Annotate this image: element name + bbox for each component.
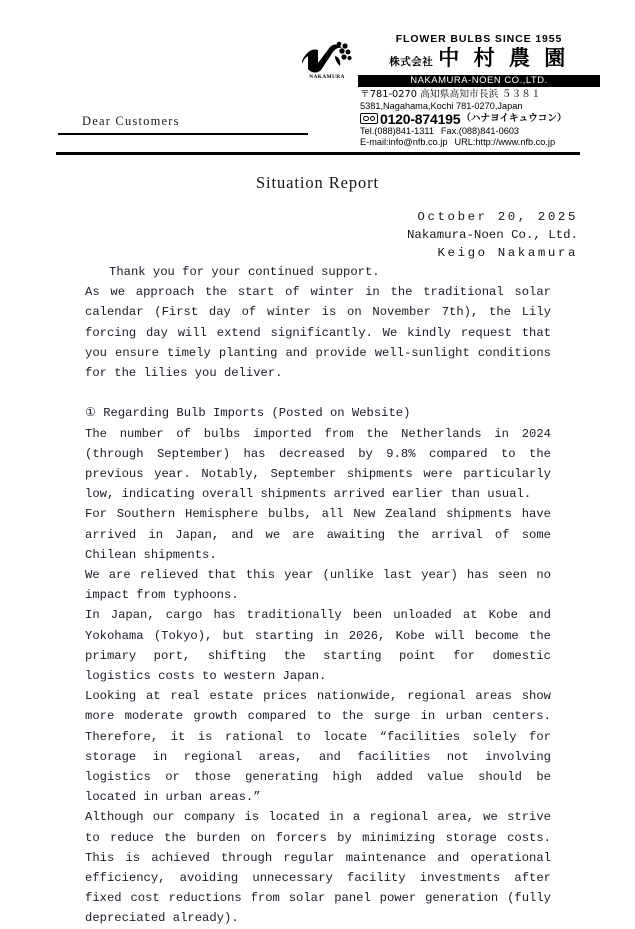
signature-block <box>407 208 578 262</box>
nakamura-leaf-logo-icon <box>299 39 355 73</box>
company-logo <box>296 33 358 80</box>
body-greeting: Thank you for your continued support. <box>109 265 380 279</box>
logo-wordmark: NAKAMURA <box>309 74 345 80</box>
signature-company: Nakamura-Noen Co., Ltd. <box>406 228 578 242</box>
document-body <box>85 262 559 929</box>
signature-person: Keigo Nakamura <box>437 246 578 260</box>
salutation-underline <box>58 133 308 135</box>
section-1-heading: ① Regarding Bulb Imports (Posted on Website) <box>85 406 411 421</box>
freedial-number: 0120-874195 <box>380 110 461 127</box>
telephone-fax-line <box>360 126 600 137</box>
body-paragraph-4: We are relieved that this year (unlike last year) has seen no impact from typhoons. <box>85 568 559 603</box>
body-paragraph-7: Although our company is located in a regional area, we strive to reduce the burden on forcers by minimizing storage costs. This is achieved through regular maintenance and operational efficiency, avoiding unnecessary facility investments after fixed cost reductions from solar panel power generation (fully depreciated already). <box>85 810 559 926</box>
company-name-jp: 中 村 農 園 <box>438 46 569 70</box>
address-japanese: 〒781-0270 高知県高知市長浜 ５３８１ <box>360 89 541 100</box>
salutation-label: Dear Customers <box>82 114 180 128</box>
address-english: 5381,Nagahama,Kochi 781-0270,Japan <box>360 100 523 111</box>
letterhead-text-column <box>358 33 600 148</box>
salutation-block <box>58 114 308 135</box>
freedial-mnemonic: （ハナヨイキュウコン） <box>461 112 567 124</box>
body-paragraph-6: Looking at real estate prices nationwide, regional areas show more moderate growth compared to the surge in urban centers. Therefore, it is rational to locate “facilities solely for storage in regional areas, and facilities not involving logistics or those generating high added value should be located in urban areas.” <box>85 689 559 805</box>
body-paragraph-3: For Southern Hemisphere bulbs, all New Zealand shipments have arrived in Japan, and we are awaiting the arrival of some Chilean shipments. <box>85 507 559 562</box>
contact-details <box>358 89 600 148</box>
header-divider-rule <box>56 152 580 155</box>
document-date: October 20, 2025 <box>417 210 578 224</box>
company-legal-form-jp: 株式会社 <box>389 56 434 68</box>
telephone-number: Tel.(088)841-1311 <box>360 125 434 136</box>
body-paragraph-1: As we approach the start of winter in the traditional solar calendar (First day of winter is on November 7th), the Lily forcing day will extend significantly. We kindly request that you ensure timely planting and provide well-sunlight conditions for the lilies you deliver. <box>85 285 559 381</box>
body-paragraph-2: The number of bulbs imported from the Netherlands in 2024 (through September) has decreased by 9.8% compared to the previous year. Notably, September shipments were particularly low, indicating overall shipments arrived earlier than usual. <box>85 426 559 502</box>
email-address: E-mail:info@nfb.co.jp <box>360 136 448 147</box>
website-url: URL:http://www.nfb.co.jp <box>454 136 556 147</box>
body-paragraph-5: In Japan, cargo has traditionally been unloaded at Kobe and Yokohama (Tokyo), but starting in 2026, Kobe will become the primary port, shifting the starting point for domestic logistics costs to western Japan. <box>85 608 559 684</box>
freedial-icon <box>360 113 378 124</box>
company-tagline: FLOWER BULBS SINCE 1955 <box>395 33 563 45</box>
letterhead-top-row <box>296 33 600 148</box>
page-title: Situation Report <box>255 173 380 192</box>
fax-number: Fax.(088)841-0603 <box>440 125 520 136</box>
letterhead <box>296 33 600 148</box>
company-name-japanese <box>358 46 600 74</box>
freedial-row <box>360 112 600 126</box>
body-spacer <box>85 383 551 403</box>
email-url-line <box>360 137 600 148</box>
company-name-english-band: NAKAMURA-NOEN CO.,LTD. <box>358 75 600 87</box>
